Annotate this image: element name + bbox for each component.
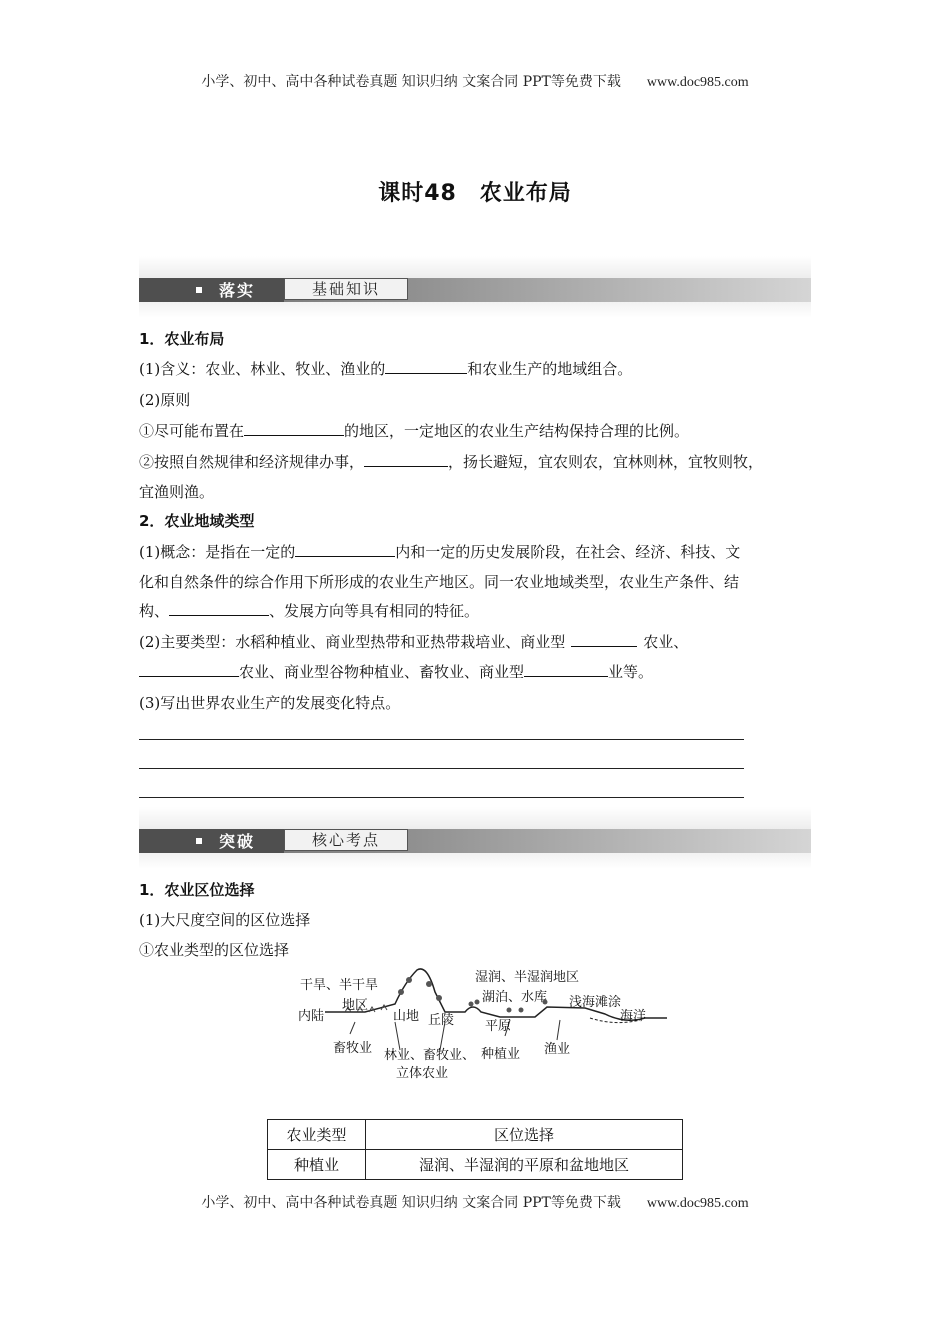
types-line-1 <box>139 632 688 652</box>
question-3: (3)写出世界农业生产的发展变化特点。 <box>139 694 401 712</box>
label-livestock: 畜牧业 <box>333 1041 373 1056</box>
part3-sub2: ①农业类型的区位选择 <box>139 941 290 959</box>
answer-line[interactable] <box>139 739 744 740</box>
arrow-lines <box>350 1020 560 1050</box>
principle-2-cont: 宜渔则渔。 <box>139 483 215 501</box>
answer-line[interactable] <box>139 768 744 769</box>
principle-2-text-a: ②按照自然规律和经济规律办事， <box>139 453 365 471</box>
footer-text: 小学、初中、高中各种试卷真题 知识归纳 文案合同 PPT等免费下载 <box>201 1195 621 1211</box>
types-line-2 <box>139 662 653 682</box>
square-bullet-icon <box>196 838 202 844</box>
blank-field[interactable] <box>169 601 269 616</box>
label-inland: 内陆 <box>298 1009 325 1024</box>
concept-text-d: 、发展方向等具有相同的特征。 <box>269 602 480 620</box>
banner-label: 基础知识 <box>284 278 408 300</box>
types-text-c: 农业、商业型谷物种植业、畜牧业、商业型 <box>239 663 525 681</box>
table-cell: 湿润、半湿润的平原和盆地地区 <box>366 1150 683 1180</box>
blank-field[interactable] <box>571 632 637 647</box>
blank-field[interactable] <box>139 662 239 677</box>
page-title: 课时48 农业布局 <box>378 181 572 206</box>
definition-line <box>139 359 632 379</box>
banner-tag-bg <box>139 829 284 853</box>
label-forest: 林业、畜牧业、 <box>384 1048 476 1063</box>
blank-field[interactable] <box>385 359 467 374</box>
table-header-row <box>268 1120 683 1150</box>
definition-text-b: 和农业生产的地域组合。 <box>467 360 633 378</box>
types-text-b: 农业、 <box>643 633 689 651</box>
blank-field[interactable] <box>244 421 344 436</box>
part1-heading: 1．农业布局 <box>139 330 225 348</box>
concept-line-3 <box>139 601 479 621</box>
label-lake: 湖泊、水库 <box>482 990 548 1005</box>
part2-heading: 2．农业地域类型 <box>139 512 255 530</box>
banner-label: 核心考点 <box>284 829 408 851</box>
concept-text-c: 构、 <box>139 602 170 620</box>
label-fishery: 渔业 <box>544 1042 571 1057</box>
concept-text-a: (1)概念：是指在一定的 <box>139 543 296 561</box>
label-tiered: 立体农业 <box>396 1066 449 1081</box>
table-row <box>268 1150 683 1180</box>
principle-heading: (2)原则 <box>139 391 191 409</box>
blank-field[interactable] <box>524 662 608 677</box>
principle-2 <box>139 452 763 472</box>
section-banner-core <box>139 807 811 869</box>
section-banner-basics <box>139 256 811 318</box>
banner-tag-bg <box>139 278 284 302</box>
square-bullet-icon <box>196 287 202 293</box>
answer-line[interactable] <box>139 797 744 798</box>
header-url[interactable]: www.doc985.com <box>646 75 749 90</box>
label-arid-region: 地区 <box>342 998 369 1013</box>
principle-2-text-b: ，扬长避短，宜农则农，宜林则林，宜牧则牧， <box>448 453 764 471</box>
types-text-d: 业等。 <box>608 663 654 681</box>
blank-field[interactable] <box>295 542 395 557</box>
definition-text-a: (1)含义：农业、林业、牧业、渔业的 <box>139 360 386 378</box>
part3-heading: 1．农业区位选择 <box>139 881 255 899</box>
principle-1-text-b: 的地区，一定地区的农业生产结构保持合理的比例。 <box>344 422 690 440</box>
label-humid: 湿润、半湿润地区 <box>475 970 580 985</box>
label-shallow: 浅海滩涂 <box>569 995 622 1010</box>
terrain-diagram <box>295 962 675 1086</box>
label-arid: 干旱、半干旱 <box>300 978 379 993</box>
table-header: 区位选择 <box>366 1120 683 1150</box>
concept-line-1 <box>139 542 740 562</box>
page-header <box>0 71 950 91</box>
principle-1 <box>139 421 689 441</box>
blank-field[interactable] <box>364 452 448 467</box>
footer-url[interactable]: www.doc985.com <box>646 1196 749 1211</box>
concept-line-2: 化和自然条件的综合作用下所形成的农业生产地区。同一农业地域类型，农业生产条件、结 <box>139 573 740 591</box>
label-crop: 种植业 <box>481 1047 521 1062</box>
label-hill: 丘陵 <box>428 1013 455 1028</box>
banner-tag: 突破 <box>219 832 256 851</box>
principle-1-text-a: ①尽可能布置在 <box>139 422 245 440</box>
label-mountain: 山地 <box>393 1009 420 1024</box>
types-text-a: (2)主要类型：水稻种植业、商业型热带和亚热带栽培业、商业型 <box>139 633 566 651</box>
location-table <box>267 1119 683 1180</box>
banner-tag: 落实 <box>219 281 256 300</box>
table-cell: 种植业 <box>268 1150 366 1180</box>
part3-sub1: (1)大尺度空间的区位选择 <box>139 911 311 929</box>
table-header: 农业类型 <box>268 1120 366 1150</box>
label-plain: 平原 <box>485 1019 512 1034</box>
header-text: 小学、初中、高中各种试卷真题 知识归纳 文案合同 PPT等免费下载 <box>201 74 621 90</box>
concept-text-b: 内和一定的历史发展阶段，在社会、经济、科技、文 <box>395 543 741 561</box>
label-ocean: 海洋 <box>620 1009 647 1024</box>
page-footer <box>0 1192 950 1212</box>
